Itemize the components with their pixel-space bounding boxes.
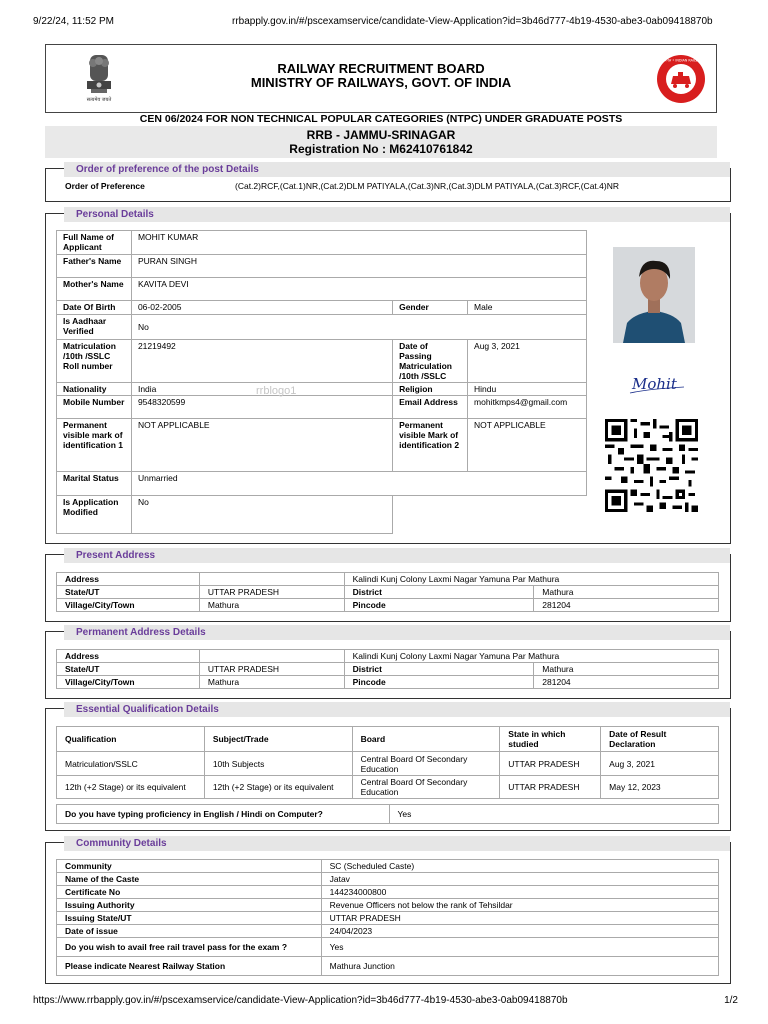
table-row <box>57 676 719 689</box>
table-row <box>57 925 719 938</box>
father-name-label: Father's Name <box>57 255 132 278</box>
table-row <box>57 860 719 873</box>
table-row <box>57 419 587 472</box>
religion-value: Hindu <box>468 383 587 396</box>
table-row <box>57 776 719 799</box>
preference-section-title: Order of preference of the post Details <box>64 162 730 177</box>
email-value[interactable]: mohitkmps4@gmail.com <box>468 396 587 419</box>
table-row <box>57 586 719 599</box>
qual-cell: May 12, 2023 <box>601 776 719 799</box>
print-url[interactable]: rrbapply.gov.in/#/pscexamservice/candidate-View-Application?id=3b46d777-4b19-4530-abe3-0ab09418870b <box>232 16 713 27</box>
print-datetime: 9/22/24, 11:52 PM <box>33 16 114 27</box>
matric-roll-value: 21219492 <box>131 340 392 383</box>
state-value: UTTAR PRADESH <box>199 586 344 599</box>
caste-value: Jatav <box>321 873 718 886</box>
watermark: rrblogo1 <box>256 385 297 397</box>
gender-value: Male <box>468 301 587 315</box>
present-address-table <box>56 572 719 612</box>
board-title <box>46 62 716 90</box>
permanent-address-title: Permanent Address Details <box>64 625 730 640</box>
logo-text: भारतीय रेल • INDIAN RAILWAYS <box>657 58 705 63</box>
present-address-section <box>45 550 731 622</box>
pincode-value: 281204 <box>534 599 719 612</box>
caste-label: Name of the Caste <box>57 873 322 886</box>
table-row <box>57 472 587 496</box>
qr-code-icon <box>605 419 698 512</box>
mobile-label: Mobile Number <box>57 396 132 419</box>
rail-pass-label: Do you wish to avail free rail travel pass for the exam ? <box>57 938 322 957</box>
table-row <box>57 727 719 752</box>
mark1-value: NOT APPLICABLE <box>131 419 392 472</box>
community-label: Community <box>57 860 322 873</box>
full-name-label: Full Name of Applicant <box>57 231 132 255</box>
qual-cell: Matriculation/SSLC <box>57 752 205 776</box>
certificate-label: Certificate No <box>57 886 322 899</box>
railway-station-value: Mathura Junction <box>321 957 718 976</box>
date-of-issue-value: 24/04/2023 <box>321 925 718 938</box>
qual-cell: 12th (+2 Stage) or its equivalent <box>57 776 205 799</box>
table-row <box>57 752 719 776</box>
table-row <box>57 873 719 886</box>
table-row <box>57 340 587 383</box>
permanent-address-table <box>56 649 719 689</box>
personal-table <box>56 230 587 534</box>
qual-header-qualification: Qualification <box>57 727 205 752</box>
address-label: Address <box>57 573 200 586</box>
preference-section <box>45 164 731 202</box>
qual-header-date: Date of Result Declaration <box>601 727 719 752</box>
issuing-state-value: UTTAR PRADESH <box>321 912 718 925</box>
qualification-section <box>45 704 731 831</box>
pincode-value: 281204 <box>534 676 719 689</box>
print-header <box>33 16 738 30</box>
aadhaar-label: Is Aadhaar Verified <box>57 315 132 340</box>
qual-cell: Aug 3, 2021 <box>601 752 719 776</box>
table-row <box>57 599 719 612</box>
signature-text: Mohit <box>632 375 677 393</box>
qual-cell: UTTAR PRADESH <box>500 752 601 776</box>
qual-cell: Central Board Of Secondary Education <box>352 752 500 776</box>
table-row <box>57 301 587 315</box>
nationality-value: India <box>131 383 392 396</box>
address-value: Kalindi Kunj Colony Laxmi Nagar Yamuna Par Mathura <box>344 573 718 586</box>
state-label: State/UT <box>57 663 200 676</box>
date-of-issue-label: Date of issue <box>57 925 322 938</box>
qual-cell: UTTAR PRADESH <box>500 776 601 799</box>
page-number: 1/2 <box>724 995 738 1006</box>
village-value: Mathura <box>199 599 344 612</box>
table-row <box>57 278 587 301</box>
table-row <box>57 805 719 824</box>
preference-label: Order of Preference <box>65 181 145 191</box>
religion-label: Religion <box>393 383 468 396</box>
mother-name-value: KAVITA DEVI <box>131 278 586 301</box>
aadhaar-value: No <box>131 315 586 340</box>
mark1-label: Permanent visible mark of identification 1 <box>57 419 132 472</box>
district-value: Mathura <box>534 663 719 676</box>
mark2-value: NOT APPLICABLE <box>468 419 587 472</box>
matric-roll-label: Matriculation /10th /SSLC Roll number <box>57 340 132 383</box>
board-title-line2: MINISTRY OF RAILWAYS, GOVT. OF INDIA <box>250 75 512 90</box>
dob-value: 06-02-2005 <box>131 301 392 315</box>
footer-url[interactable]: https://www.rrbapply.gov.in/#/pscexamservice/candidate-View-Application?id=3b46d777-4b19-4530-abe3-0ab09418870b <box>33 995 568 1006</box>
typing-label: Do you have typing proficiency in English / Hindi on Computer? <box>57 805 390 824</box>
railway-station-label: Please indicate Nearest Railway Station <box>57 957 322 976</box>
personal-section <box>45 209 731 544</box>
qual-cell: Central Board Of Secondary Education <box>352 776 500 799</box>
typing-value: Yes <box>389 805 718 824</box>
qual-header-board: Board <box>352 727 500 752</box>
applicant-signature <box>628 367 688 397</box>
table-row <box>57 315 587 340</box>
table-row <box>57 938 719 957</box>
village-label: Village/City/Town <box>57 599 200 612</box>
board-title-line1: RAILWAY RECRUITMENT BOARD <box>277 61 485 76</box>
community-table <box>56 859 719 976</box>
district-value: Mathura <box>534 586 719 599</box>
qual-cell: 10th Subjects <box>204 752 352 776</box>
rrb-name: RRB - JAMMU-SRINAGAR <box>306 128 456 142</box>
table-row <box>57 899 719 912</box>
rrb-band <box>45 126 717 158</box>
matric-date-value: Aug 3, 2021 <box>468 340 587 383</box>
community-section <box>45 838 731 984</box>
board-header <box>45 44 717 113</box>
qualification-table <box>56 726 719 799</box>
table-row <box>57 573 719 586</box>
permanent-address-section <box>45 627 731 699</box>
table-row <box>57 496 587 534</box>
email-label: Email Address <box>393 396 468 419</box>
qual-cell: 12th (+2 Stage) or its equivalent <box>204 776 352 799</box>
table-row <box>57 383 587 396</box>
table-row <box>57 886 719 899</box>
emblem-caption: सत्यमेव जयते <box>86 97 112 103</box>
applicant-photo <box>613 247 695 343</box>
table-row <box>57 663 719 676</box>
pincode-label: Pincode <box>344 676 534 689</box>
table-row <box>57 231 587 255</box>
table-row <box>57 957 719 976</box>
state-label: State/UT <box>57 586 200 599</box>
marital-value: Unmarried <box>131 472 586 496</box>
present-address-title: Present Address <box>64 548 730 563</box>
gender-label: Gender <box>393 301 468 315</box>
modified-label: Is Application Modified <box>57 496 132 534</box>
full-name-value: MOHIT KUMAR <box>131 231 586 255</box>
cen-title: CEN 06/2024 FOR NON TECHNICAL POPULAR CATEGORIES (NTPC) UNDER GRADUATE POSTS <box>139 113 623 125</box>
registration-number: Registration No : M62410761842 <box>289 142 473 156</box>
dob-label: Date Of Birth <box>57 301 132 315</box>
matric-date-label: Date of Passing Matriculation /10th /SSLC <box>393 340 468 383</box>
nationality-label: Nationality <box>57 383 132 396</box>
rail-pass-value: Yes <box>321 938 718 957</box>
issuing-authority-label: Issuing Authority <box>57 899 322 912</box>
community-value: SC (Scheduled Caste) <box>321 860 718 873</box>
state-value: UTTAR PRADESH <box>199 663 344 676</box>
certificate-value: 144234000800 <box>321 886 718 899</box>
table-row <box>57 912 719 925</box>
indian-railways-logo-icon <box>656 54 706 104</box>
table-row <box>57 255 587 278</box>
marital-label: Marital Status <box>57 472 132 496</box>
village-label: Village/City/Town <box>57 676 200 689</box>
district-label: District <box>344 586 534 599</box>
preference-value: (Cat.2)RCF,(Cat.1)NR,(Cat.2)DLM PATIYALA,(Cat.3)NR,(Cat.3)DLM PATIYALA,(Cat.3)RCF,(Cat.4)NR <box>235 181 619 191</box>
qual-header-state: State in which studied <box>500 727 601 752</box>
personal-section-title: Personal Details <box>64 207 730 222</box>
issuing-state-label: Issuing State/UT <box>57 912 322 925</box>
qual-header-subject: Subject/Trade <box>204 727 352 752</box>
mark2-label: Permanent visible Mark of identification 2 <box>393 419 468 472</box>
mobile-value: 9548320599 <box>131 396 392 419</box>
issuing-authority-value: Revenue Officers not below the rank of Tehsildar <box>321 899 718 912</box>
father-name-value: PURAN SINGH <box>131 255 586 278</box>
community-title: Community Details <box>64 836 730 851</box>
typing-table <box>56 804 719 824</box>
mother-name-label: Mother's Name <box>57 278 132 301</box>
address-value: Kalindi Kunj Colony Laxmi Nagar Yamuna Par Mathura <box>344 650 718 663</box>
modified-value: No <box>131 496 392 534</box>
district-label: District <box>344 663 534 676</box>
table-row <box>57 650 719 663</box>
pincode-label: Pincode <box>344 599 534 612</box>
address-label: Address <box>57 650 200 663</box>
village-value: Mathura <box>199 676 344 689</box>
table-row <box>57 396 587 419</box>
qualification-title: Essential Qualification Details <box>64 702 730 717</box>
